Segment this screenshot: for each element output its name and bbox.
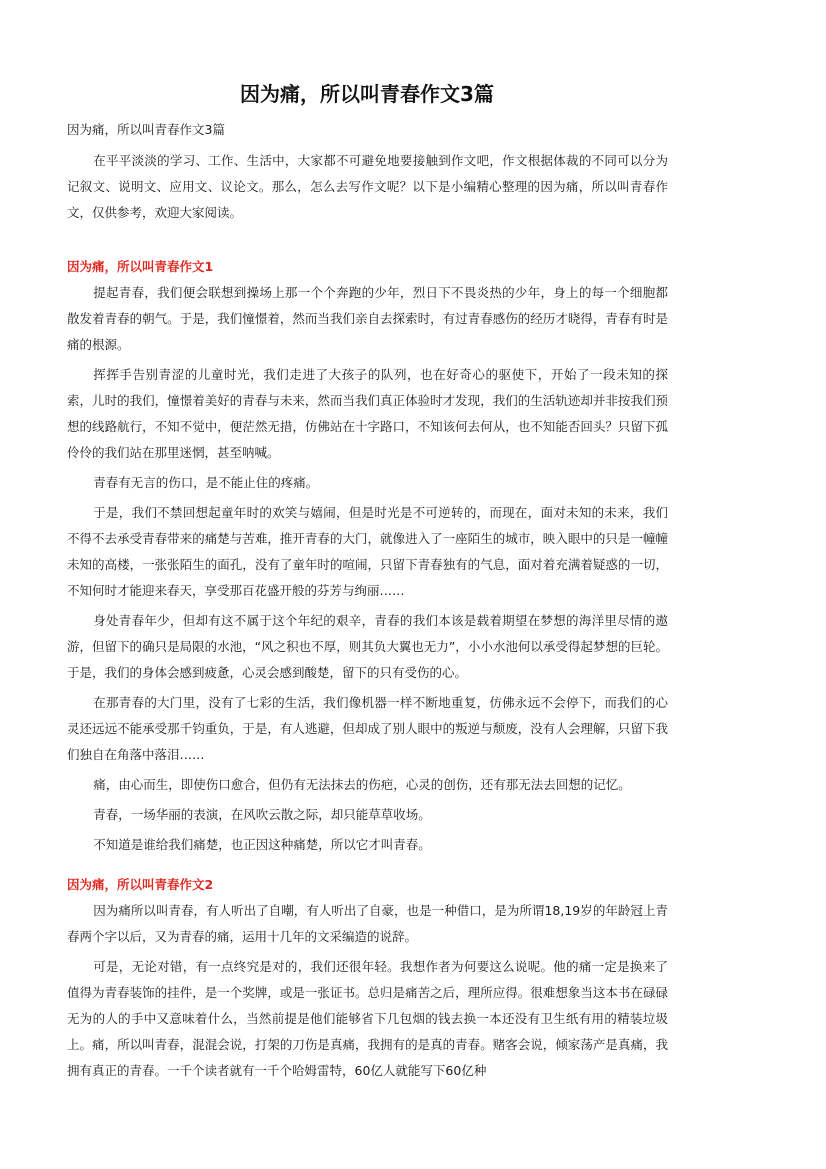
section-paragraph: 挥挥手告别青涩的儿童时光，我们走进了大孩子的队列，也在好奇心的驱使下，开始了一段未知的探索，儿时的我们，憧憬着美好的青春与未来，然而当我们真正体验时才发现，我们的生活轨迹却并非按我们预想的线路航行，不知不觉中，便茫然无措，仿佛站在十字路口，不知该何去何从，也不知能否回头？只留下孤伶伶的我们站在那里迷惘，甚至呐喊。 <box>67 367 668 460</box>
section-paragraph: 不知道是谁给我们痛楚，也正因这种痛楚，所以它才叫青春。 <box>93 837 431 852</box>
section-paragraph: 于是，我们不禁回想起童年时的欢笑与嬉闹，但是时光是不可逆转的，而现在，面对未知的未来，我们不得不去承受青春带来的痛楚与苦难，推开青春的大门，就像进入了一座陌生的城市，映入眼中的只是一幢幢未知的高楼，一张张陌生的面孔，没有了童年时的喧闹，只留下青春独有的气息，面对着充满着疑惑的一切，不知何时才能迎来春天，享受那百花盛开般的芬芳与绚丽…… <box>67 505 668 598</box>
section-paragraph: 身处青春年少，但却有这不属于这个年纪的艰辛，青春的我们本该是载着期望在梦想的海洋里尽情的遨游，但留下的确只是局限的水池，“风之积也不厚，则其负大翼也无力”，小小水池何以承受得起梦想的巨轮。于是，我们的身体会感到疲惫，心灵会感到酸楚，留下的只有受伤的心。 <box>67 613 668 680</box>
section-paragraph: 痛，由心而生，即使伤口愈合，但仍有无法抹去的伤疤，心灵的创伤，还有那无法去回想的记忆。 <box>93 777 631 792</box>
section-heading: 因为痛，所以叫青春作文1 <box>67 259 214 274</box>
intro-paragraph: 在平平淡淡的学习、工作、生活中，大家都不可避免地要接触到作文吧，作文根据体裁的不同可以分为记叙文、说明文、应用文、议论文。那么，怎么去写作文呢？以下是小编精心整理的因为痛，所以叫青春作文，仅供参考，欢迎大家阅读。 <box>67 153 668 220</box>
section-paragraph: 可是，无论对错，有一点终究是对的，我们还很年轻。我想作者为何要这么说呢。他的痛一定是换来了值得为青春装饰的挂件，是一个奖牌，或是一张证书。总归是痛苦之后，理所应得。很难想象当这本书在碌碌无为的人的手中又意味着什么，当然前提是他们能够省下几包烟的钱去换一本还没有卫生纸有用的精装垃圾上。痛，所以叫青春，混混会说，打架的刀伤是真痛，我拥有的是真的青春。赌客会说，倾家荡产是真痛，我拥有真正的青春。一千个读者就有一千个哈姆雷特，60亿人就能写下60亿种 <box>67 959 668 1078</box>
section-paragraph: 在那青春的大门里，没有了七彩的生活，我们像机器一样不断地重复，仿佛永远不会停下，而我们的心灵还远远不能承受那千钧重负，于是，有人逃避，但却成了别人眼中的叛逆与颓废，没有人会理解，只留下我们独自在角落中落泪…… <box>67 695 668 762</box>
section-paragraph: 提起青春，我们便会联想到操场上那一个个奔跑的少年，烈日下不畏炎热的少年，身上的每一个细胞都散发着青春的朝气。于是，我们憧憬着，然而当我们亲自去探索时，有过青春感伤的经历才晓得，青春有时是痛的根源。 <box>67 285 668 352</box>
document-title: 因为痛，所以叫青春作文3篇 <box>240 82 494 106</box>
section-1 <box>67 256 668 858</box>
section-paragraph: 青春有无言的伤口，是不能止住的疼痛。 <box>93 475 319 490</box>
section-paragraph: 青春，一场华丽的表演，在风吹云散之际，却只能草草收场。 <box>93 807 431 822</box>
section-paragraph: 因为痛所以叫青春，有人听出了自嘲，有人听出了自豪，也是一种借口，是为所谓18,19岁的年龄冠上青春两个字以后，又为青春的痛，运用十几年的文采编造的说辞。 <box>67 903 668 944</box>
document-subtitle: 因为痛，所以叫青春作文3篇 <box>67 122 225 137</box>
section-heading: 因为痛，所以叫青春作文2 <box>67 877 214 892</box>
section-2 <box>67 874 668 1084</box>
